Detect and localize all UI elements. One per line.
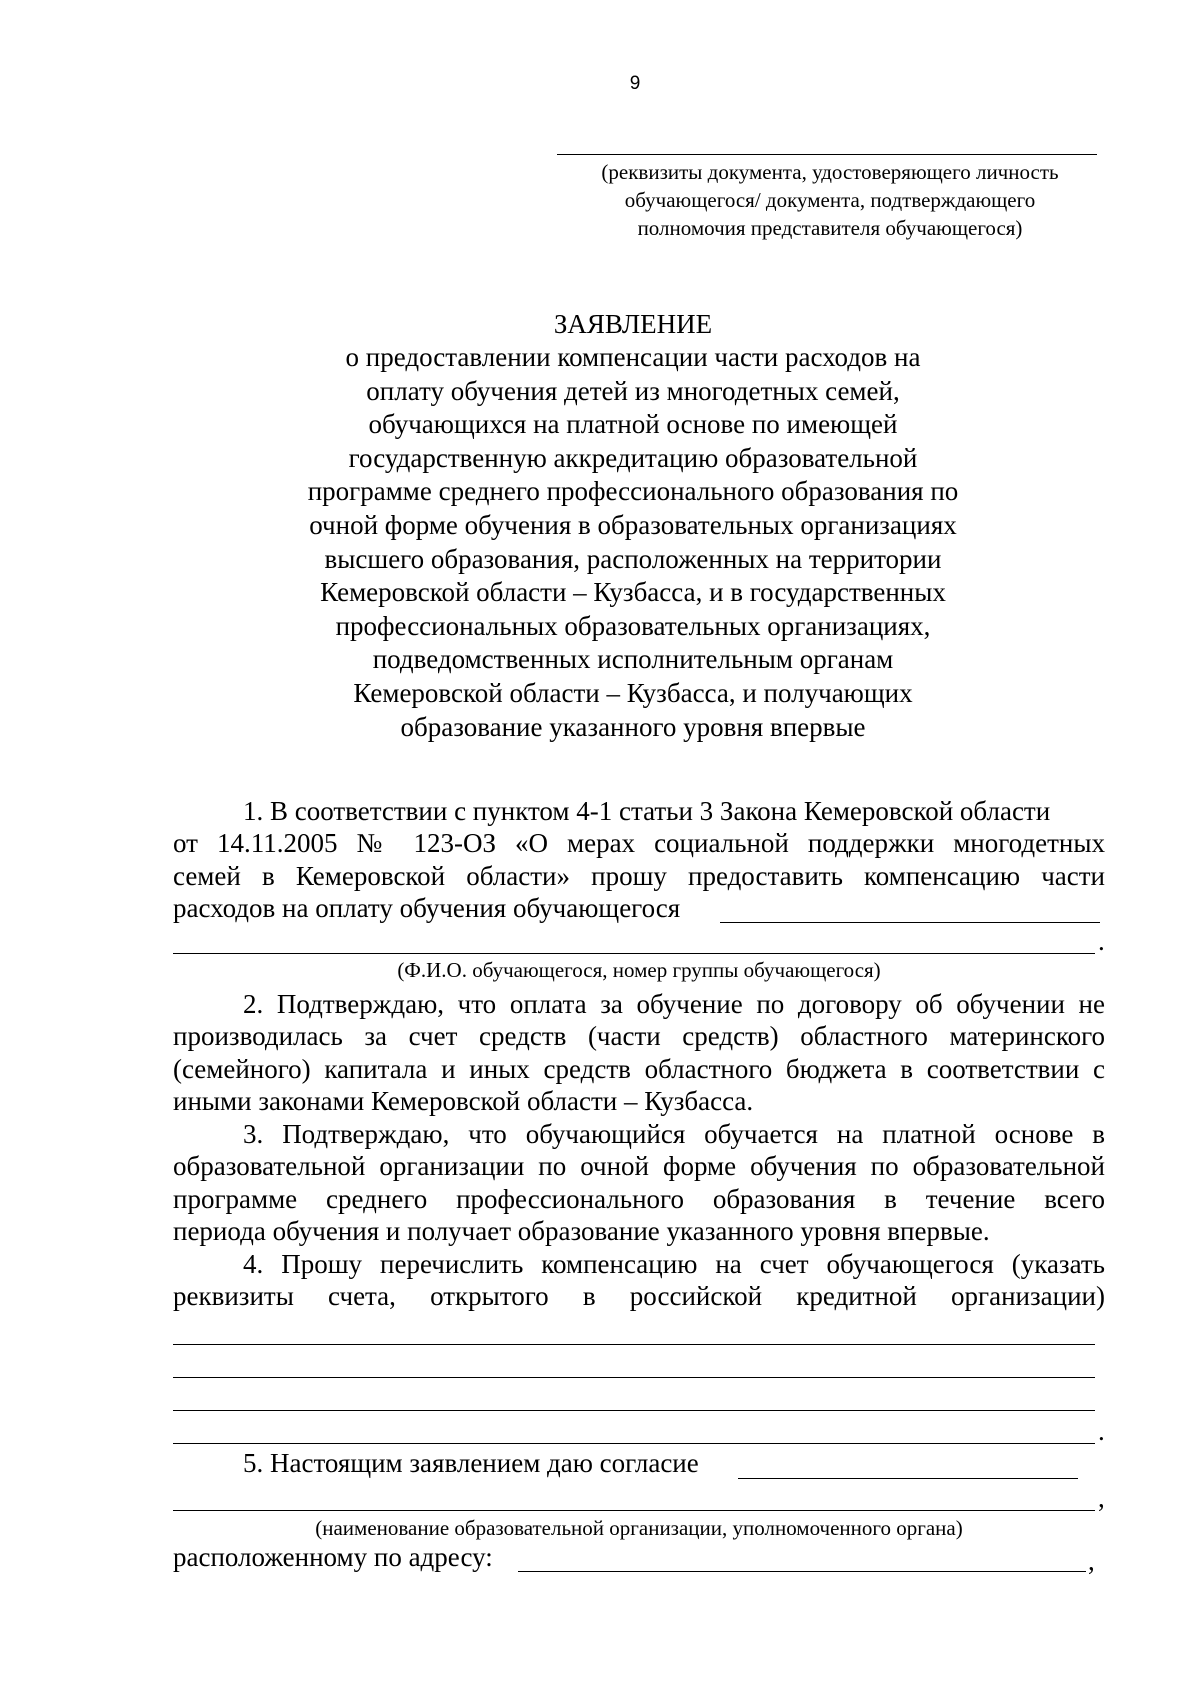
paragraph-line: 4. Прошу перечислить компенсацию на счет обучающегося (указать bbox=[243, 1249, 1105, 1279]
subtitle-line: о предоставлении компенсации части расходов на bbox=[345, 342, 921, 372]
subtitle-line: Кемеровской области – Кузбасса, и получающих bbox=[353, 677, 913, 708]
paragraph-line: 2. Подтверждаю, что оплата за обучение по договору об обучении не bbox=[243, 989, 1105, 1019]
paragraph-line: семей в Кемеровской области» прошу предоставить компенсацию части bbox=[173, 860, 1105, 891]
consent-recipient-blank-line[interactable] bbox=[738, 1478, 1078, 1479]
document-subtitle bbox=[0, 341, 1200, 744]
identity-document-blank-line bbox=[557, 154, 1097, 155]
subtitle-line: обучающихся на платной основе по имеющей bbox=[368, 409, 898, 440]
line-end-mark: , bbox=[1098, 1483, 1105, 1513]
paragraph-4 bbox=[173, 1248, 1105, 1313]
student-name-blank-line[interactable] bbox=[720, 922, 1100, 923]
paragraph-line: от 14.11.2005 № 123-ОЗ «О мерах социальной поддержки многодетных bbox=[173, 828, 1105, 859]
organization-name-caption: (наименование образовательной организации, уполномоченного органа) bbox=[315, 1516, 963, 1540]
paragraph-line: образовательной организации по очной форме обучения по образовательной bbox=[173, 1151, 1105, 1182]
paragraph-line: производилась за счет средств (части средств) областного материнского bbox=[173, 1021, 1105, 1052]
account-details-blank-line-1[interactable] bbox=[173, 1344, 1095, 1345]
paragraph-line: 1. В соответствии с пунктом 4-1 статьи 3 Закона Кемеровской области bbox=[243, 796, 1051, 826]
subtitle-line: Кемеровской области – Кузбасса, и в государственных bbox=[320, 577, 946, 608]
paragraph-3 bbox=[173, 1118, 1105, 1247]
subtitle-line: подведомственных исполнительным органам bbox=[372, 644, 894, 675]
paragraph-5-address-label: расположенному по адресу: bbox=[173, 1542, 493, 1572]
subtitle-line: профессиональных образовательных организациях, bbox=[335, 610, 931, 641]
paragraph-line: иными законами Кемеровской области – Кузбасса. bbox=[173, 1085, 754, 1116]
subtitle-line: очной форме обучения в образовательных организациях bbox=[309, 509, 957, 540]
paragraph-line: 3. Подтверждаю, что обучающийся обучается на платной основе в bbox=[243, 1119, 1105, 1149]
student-name-caption: (Ф.И.О. обучающегося, номер группы обучающегося) bbox=[397, 958, 881, 982]
account-details-blank-line-4[interactable] bbox=[173, 1443, 1095, 1444]
paragraph-line: расходов на оплату обучения обучающегося bbox=[173, 892, 681, 923]
paragraph-line: периода обучения и получает образование указанного уровня впервые. bbox=[173, 1215, 990, 1246]
paragraph-1 bbox=[173, 795, 1105, 924]
caption-line: обучающегося/ документа, подтверждающего bbox=[624, 188, 1036, 212]
page-number: 9 bbox=[629, 73, 641, 94]
line-end-mark: . bbox=[1098, 926, 1105, 956]
paragraph-2 bbox=[173, 988, 1105, 1117]
paragraph-line: (семейного) капитала и иных средств областного бюджета в соответствии с bbox=[173, 1053, 1105, 1084]
paragraph-5-line-1: 5. Настоящим заявлением даю согласие bbox=[243, 1448, 699, 1478]
subtitle-line: высшего образования, расположенных на территории bbox=[324, 543, 942, 574]
document-title: ЗАЯВЛЕНИЕ bbox=[553, 309, 713, 339]
identity-document-caption bbox=[545, 158, 1115, 242]
subtitle-line: государственную аккредитацию образовательной bbox=[348, 442, 918, 473]
caption-line: полномочия представителя обучающегося) bbox=[637, 216, 1023, 240]
address-blank-line[interactable] bbox=[518, 1571, 1086, 1572]
account-details-blank-line-2[interactable] bbox=[173, 1377, 1095, 1378]
consent-recipient-blank-line-2[interactable] bbox=[173, 1510, 1095, 1511]
student-name-blank-line-2[interactable] bbox=[173, 953, 1095, 954]
subtitle-line: программе среднего профессионального образования по bbox=[307, 476, 959, 507]
line-end-mark: . bbox=[1098, 1416, 1105, 1446]
subtitle-line: оплату обучения детей из многодетных семей, bbox=[366, 375, 900, 406]
paragraph-line: программе среднего профессионального образования в течение всего bbox=[173, 1183, 1105, 1214]
account-details-blank-line-3[interactable] bbox=[173, 1410, 1095, 1411]
paragraph-line: реквизиты счета, открытого в российской кредитной организации) bbox=[173, 1281, 1105, 1312]
caption-line: (реквизиты документа, удостоверяющего личность bbox=[601, 160, 1059, 184]
subtitle-line: образование указанного уровня впервые bbox=[400, 711, 866, 742]
line-end-mark: , bbox=[1088, 1546, 1095, 1576]
